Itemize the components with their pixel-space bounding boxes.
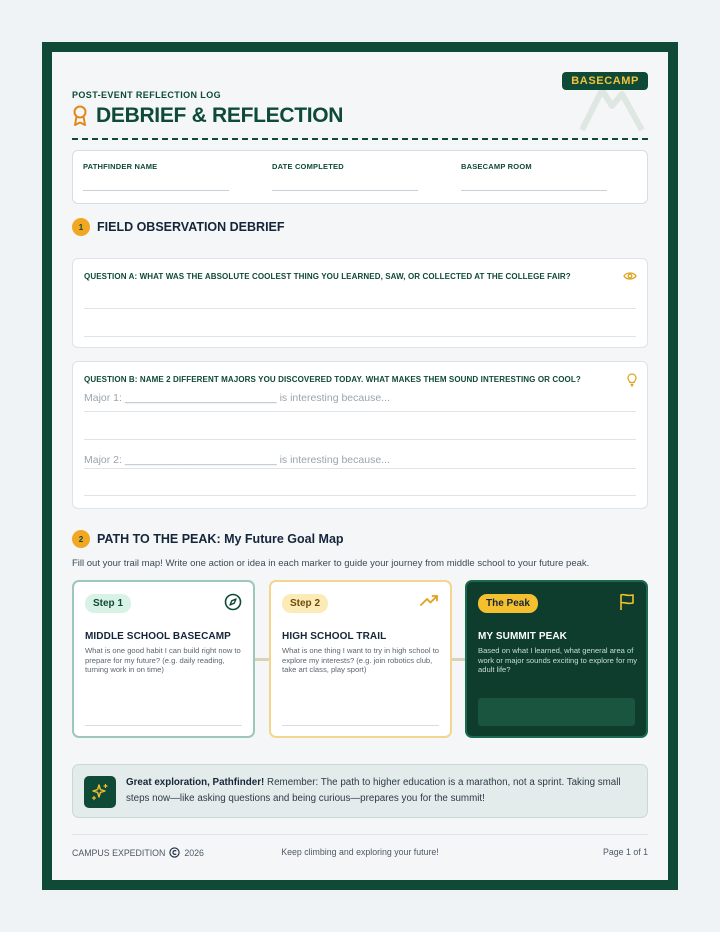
answer-line[interactable] <box>84 336 636 337</box>
footer-brand: CAMPUS EXPEDITION <box>72 847 166 858</box>
question-a-label: QUESTION A: WHAT WAS THE ABSOLUTE COOLEST THING YOU LEARNED, SAW, OR COLLECTED AT THE COLLEGE FAIR? <box>84 272 571 281</box>
answer-line[interactable] <box>84 439 636 440</box>
step-2-pill: Step 2 <box>282 594 328 613</box>
encouragement-body: Remember: The path to higher education is a marathon, not a sprint. Taking small steps now—like asking questions and being curious—prepares you for the summit! <box>126 777 621 804</box>
award-ribbon-icon <box>72 105 88 127</box>
peak-card[interactable] <box>465 580 648 738</box>
date-completed-field[interactable] <box>272 162 418 191</box>
step-1-pill: Step 1 <box>85 594 131 613</box>
encouragement-bold: Great exploration, Pathfinder! <box>126 777 265 788</box>
flag-icon <box>619 593 635 611</box>
date-completed-line <box>272 190 418 191</box>
question-b-card <box>72 361 648 509</box>
section-number-badge: 1 <box>72 218 90 236</box>
section-2-heading <box>72 530 344 548</box>
compass-icon <box>224 593 242 611</box>
worksheet-page <box>52 52 668 880</box>
basecamp-room-label: BASECAMP ROOM <box>461 162 532 171</box>
sparkles-icon-box <box>84 776 116 808</box>
footer-tagline: Keep climbing and exploring your future! <box>281 847 439 857</box>
pathfinder-name-label: PATHFINDER NAME <box>83 162 158 171</box>
lightbulb-icon <box>627 373 637 387</box>
pathfinder-name-line <box>83 190 229 191</box>
section-title: FIELD OBSERVATION DEBRIEF <box>97 220 285 234</box>
answer-line[interactable] <box>84 495 636 496</box>
section-2-description: Fill out your trail map! Write one action or idea in each marker to guide your journey from middle school to your future peak. <box>72 558 590 569</box>
peak-answer-box[interactable] <box>478 698 635 726</box>
trending-up-icon <box>420 593 439 607</box>
step-1-title: MIDDLE SCHOOL BASECAMP <box>85 631 231 642</box>
sparkles-icon <box>91 783 109 801</box>
answer-line[interactable] <box>84 411 636 412</box>
section-1-heading <box>72 218 285 236</box>
answer-line[interactable] <box>84 468 636 469</box>
step-1-description: What is one good habit I can build right now to prepare for my future? (e.g. daily reading, turning work in on time) <box>85 646 241 675</box>
basecamp-room-line <box>461 190 607 191</box>
date-completed-label: DATE COMPLETED <box>272 162 344 171</box>
step-1-card[interactable] <box>72 580 255 738</box>
section-number-badge: 2 <box>72 530 90 548</box>
step-2-card[interactable] <box>269 580 452 738</box>
major-2-prompt: Major 2: __________________________ is interesting because... <box>84 454 390 466</box>
student-info-card <box>72 150 648 204</box>
question-b-label: QUESTION B: NAME 2 DIFFERENT MAJORS YOU DISCOVERED TODAY. WHAT MAKES THEM SOUND INTERESTING OR COOL? <box>84 375 581 384</box>
eyebrow-text: POST-EVENT REFLECTION LOG <box>72 90 222 100</box>
title-divider <box>72 138 648 140</box>
page-frame <box>42 42 678 890</box>
step-1-answer-line[interactable] <box>85 725 242 726</box>
page-number: Page 1 of 1 <box>603 847 648 857</box>
page-title: DEBRIEF & REFLECTION <box>96 104 344 127</box>
peak-description: Based on what I learned, what general area of work or major sounds exciting to explore for my adult life? <box>478 646 638 675</box>
basecamp-badge: BASECAMP <box>562 72 648 90</box>
title-row <box>72 104 343 128</box>
footer-year: 2026 <box>184 847 204 858</box>
pathfinder-name-field[interactable] <box>83 162 229 191</box>
peak-title: MY SUMMIT PEAK <box>478 631 567 642</box>
eye-icon <box>623 271 637 281</box>
section-title: PATH TO THE PEAK: My Future Goal Map <box>97 532 344 546</box>
footer-divider <box>72 834 648 835</box>
encouragement-note <box>72 764 648 818</box>
basecamp-room-field[interactable] <box>461 162 607 191</box>
answer-line[interactable] <box>84 308 636 309</box>
encouragement-text <box>126 775 631 807</box>
question-a-card <box>72 258 648 348</box>
step-2-answer-line[interactable] <box>282 725 439 726</box>
step-2-description: What is one thing I want to try in high school to explore my interests? (e.g. join robotics club, take art class, play sport) <box>282 646 440 675</box>
step-2-title: HIGH SCHOOL TRAIL <box>282 631 387 642</box>
peak-pill: The Peak <box>478 594 538 613</box>
major-1-prompt: Major 1: __________________________ is interesting because... <box>84 392 390 404</box>
